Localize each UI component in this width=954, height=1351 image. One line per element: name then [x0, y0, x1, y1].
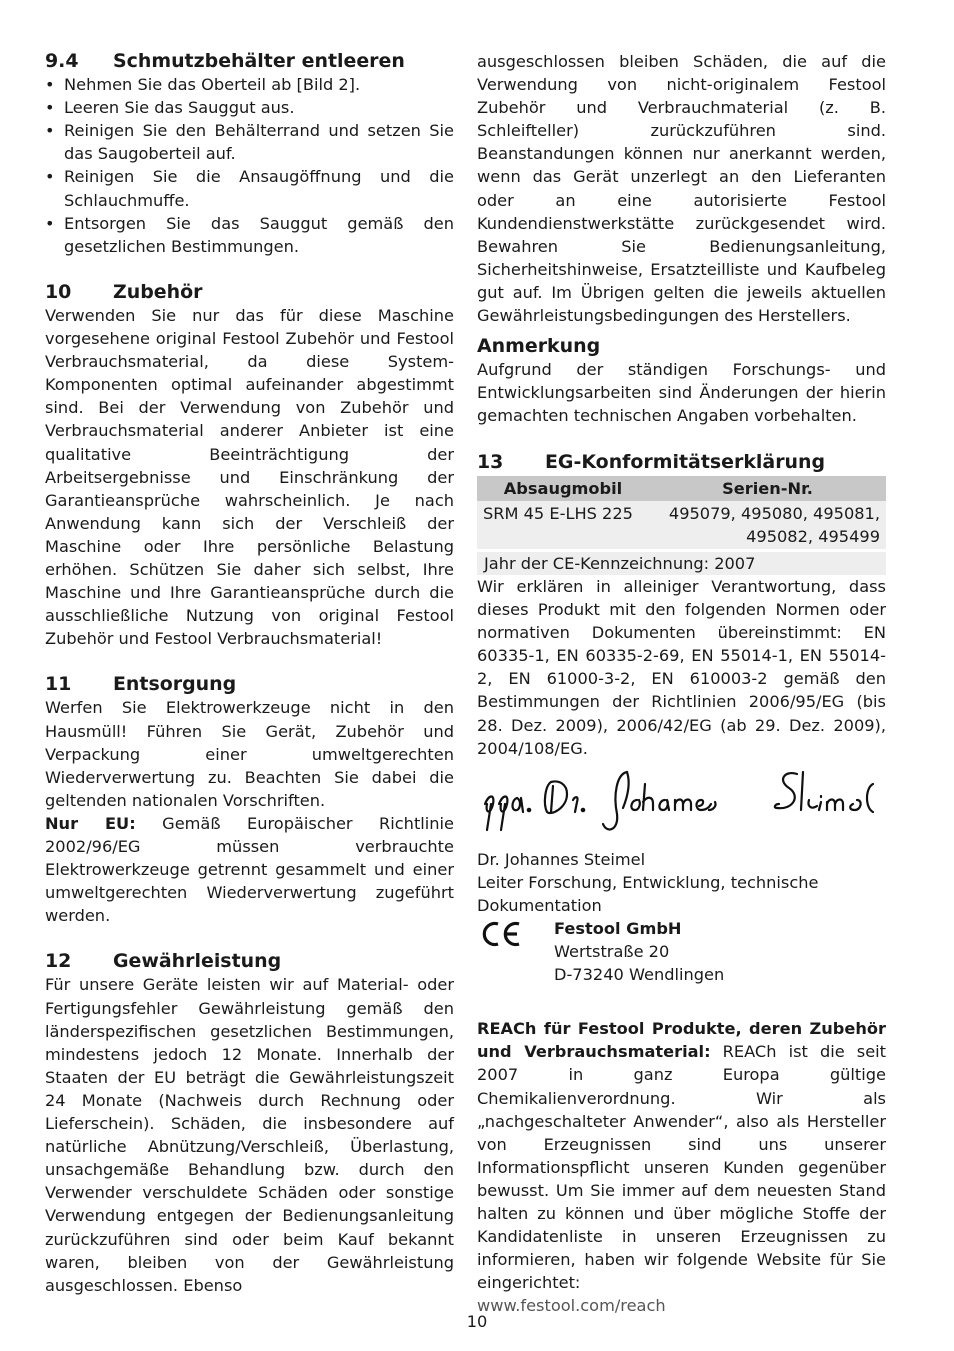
company-street: Wertstraße 20: [554, 942, 670, 962]
paragraph-eu: [45, 812, 454, 927]
section-9-4: [45, 50, 454, 258]
section-title: Entsorgung: [113, 673, 237, 696]
list-item: • Reinigen Sie den Behälterrand und setzen Sie das Saugoberteil auf.: [45, 119, 454, 165]
section-number: 11: [45, 673, 72, 696]
list-item: • Leeren Sie das Sauggut aus.: [45, 96, 454, 119]
conformity-table: [477, 476, 886, 549]
ce-year: Jahr der CE-Kennzeichnung: 2007: [477, 552, 886, 575]
list-item: • Nehmen Sie das Oberteil ab [Bild 2].: [45, 73, 454, 96]
eu-label: Nur EU:: [45, 813, 136, 833]
section-heading: [477, 451, 886, 474]
company-address: [477, 917, 886, 986]
section-title: Zubehör: [113, 280, 203, 303]
section-heading: [45, 950, 454, 973]
section-number: 10: [45, 280, 72, 303]
serial-line: 495079, 495080, 495081,: [668, 503, 880, 523]
model-cell: SRM 45 E-LHS 225: [477, 501, 649, 549]
section-10: [45, 281, 454, 651]
paragraph: Für unsere Geräte leisten wir auf Material- oder Fertigungsfehler Gewährleistung gemäß den länderspezifischen gesetzlichen Bestimmungen, mindestens jedoch 12 Monate. Innerhalb der Staaten der EU beträgt die Gewährleistungszeit 24 Monate (Nachweis durch Rechnung oder Lieferschein). Schäden, die insbesondere auf natürliche Abnützung/Verschleiß, Überlastung, unsachgemäße Behandlung bzw. durch den Verwender verschuldete Schäden oder sonstige Verwendung entgegen der Bedienungsanleitung zurückzuführen sind oder beim Kauf bekannt waren, bleiben von der Gewährleistung ausgeschlossen. Ebenso: [45, 975, 454, 1295]
section-title: EG-Konformitätserklärung: [545, 450, 826, 473]
page-number: 10: [466, 1312, 488, 1331]
list-item: • Entsorgen Sie das Sauggut gemäß den gesetzlichen Bestimmungen.: [45, 212, 454, 258]
reach-link[interactable]: www.festool.com/reach: [477, 1296, 666, 1316]
serial-cell: [649, 501, 886, 549]
right-column: [477, 50, 886, 1318]
paragraph: Wir erklären in alleiniger Verantwortung, dass dieses Produkt mit den folgenden Normen oder normativen Dokumenten übereinstimmt: EN 60335-1, EN 60335-2-69, EN 55014-1, EN 55014-2, EN 61000-3-2, EN 610003-2 gemäß den Bestimmungen der Richtlinien 2006/95/EG (bis 28. Dez. 2009), 2006/42/EG (ab 29. Dez. 2009), 2004/108/EG.: [477, 576, 886, 758]
section-13: [477, 451, 886, 987]
reach-text: REACh ist die seit 2007 in ganz Europa gültige Chemikalienverordnung. Wir als „nachgeschalteter Anwender“, also als Hersteller von Erzeugnissen sind uns unserer Informationspflicht unseren Kunden gegenüber bewusst. Um Sie immer auf dem neuesten Stand halten zu können und über mögliche Stoffe der Kandidatenliste in unseren Erzeugnissen zu informieren, haben wir folgende Website für Sie eingerichtet:: [477, 1042, 886, 1293]
signature: [477, 764, 886, 842]
section-12: [45, 950, 454, 1296]
serial-line: 495082, 495499: [746, 526, 880, 546]
reach-title: REACh für Festool Produkte, deren Zubehör und Verbrauchsmaterial:: [477, 1019, 886, 1062]
table-header: Serien-Nr.: [649, 476, 886, 501]
section-note: [477, 335, 886, 427]
section-number: 13: [477, 450, 504, 473]
paragraph: ausgeschlossen bleiben Schäden, die auf die Verwendung von nicht-originalem Festool Zubehör und Verbrauchmaterial (z. B. Schleifteller) zurückzuführen sind. Beanstandungen können nur anerkannt werden, wenn das Gerät unzerlegt an den Lieferanten oder an eine autorisierte Festool Kundendienstwerkstätte zurückgesendet wird. Bewahren Sie Bedienungsanleitung, Sicherheitshinweise, Ersatzteilliste und Kaufbeleg gut auf. Im Übrigen gelten die jeweils aktuellen Gewährleistungsbedingungen des Herstellers.: [477, 52, 886, 326]
signature-image: [477, 764, 886, 842]
paragraph: Verwenden Sie nur das für diese Maschine vorgesehene original Festool Zubehör und Festool Verbrauchsmaterial, da diese System-Komponenten optimal aufeinander abgestimmt sind. Bei der Verwendung von Zubehör und Verbrauchsmaterial anderer Anbieter ist eine qualitative Beeinträchtigung der Arbeitsergebnisse und Einschränkung der Garantieansprüche wahrscheinlich. Je nach Anwendung kann sich der Verschleiß der Maschine oder Ihre persönliche Belastung erhöhen. Schützen Sie daher sich selbst, Ihre Maschine und Ihre Garantieansprüche durch die ausschließliche Nutzung von original Festool Zubehör und Festool Verbrauchsmaterial!: [45, 305, 454, 649]
list-item: • Reinigen Sie die Ansaugöffnung und die Schlauchmuffe.: [45, 165, 454, 211]
signer-name: Dr. Johannes Steimel: [477, 849, 646, 869]
section-number: 9.4: [45, 50, 79, 72]
table-row: [477, 501, 886, 549]
section-title: Gewährleistung: [113, 950, 282, 973]
table-header-row: [477, 476, 886, 501]
paragraph: Aufgrund der ständigen Forschungs- und Entwicklungsarbeiten sind Änderungen der hierin gemachten technischen Angaben vorbehalten.: [477, 360, 886, 426]
paragraph-reach: [477, 1017, 886, 1294]
paragraph: Werfen Sie Elektrowerkzeuge nicht in den Hausmüll! Führen Sie Gerät, Zubehör und Verpackung einer umweltgerechten Wiederverwertung zu. Beachten Sie dabei die geltenden nationalen Vorschriften.: [45, 698, 454, 810]
ce-mark-icon: [479, 919, 523, 949]
section-heading: [45, 673, 454, 696]
eu-text: Gemäß Europäischer Richtlinie 2002/96/EG müssen verbrauchte Elektrowerkzeuge getrennt gesammelt und einer umweltgerechten Wiederverwertung zugeführt werden.: [45, 813, 455, 926]
section-reach: [477, 1017, 886, 1317]
note-heading: Anmerkung: [477, 335, 601, 358]
company-city: D-73240 Wendlingen: [554, 965, 725, 985]
section-11: [45, 673, 454, 927]
left-column: [45, 50, 454, 1297]
bullet-list: [45, 73, 454, 258]
section-heading: [45, 50, 454, 73]
section-number: 12: [45, 950, 72, 973]
section-heading: [45, 281, 454, 304]
company-name: Festool GmbH: [554, 919, 682, 938]
table-header: Absaugmobil: [477, 476, 649, 501]
section-title: Schmutzbehälter entleeren: [113, 50, 405, 72]
signer-role: Leiter Forschung, Entwicklung, technische Dokumentation: [477, 872, 819, 915]
